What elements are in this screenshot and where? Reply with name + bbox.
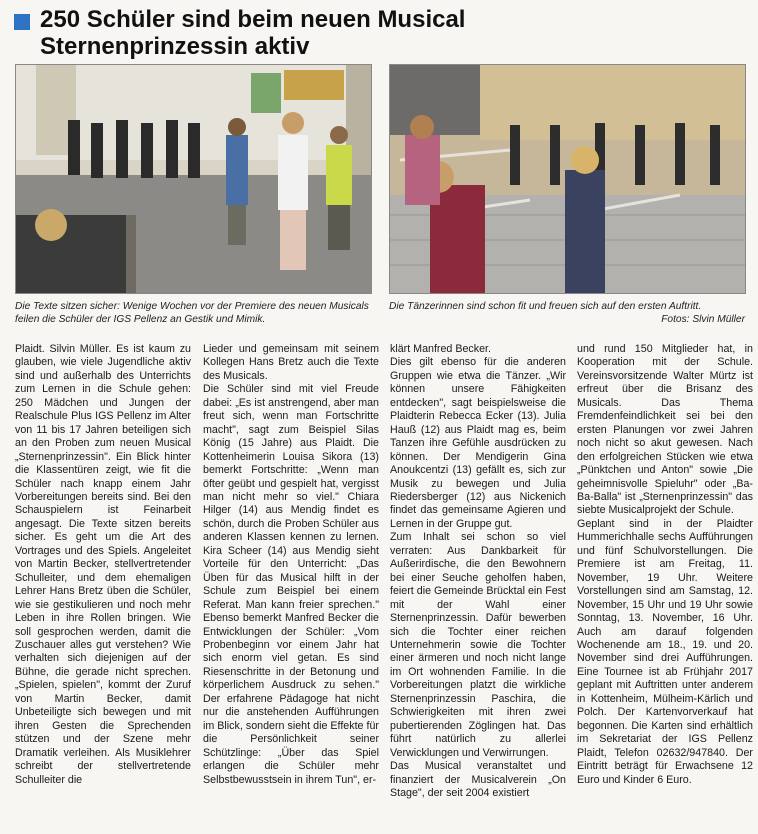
article-column-1 xyxy=(15,343,191,787)
headline-line-1: 250 Schüler sind beim neuen Musical xyxy=(40,6,466,33)
photo-caption-right xyxy=(389,301,745,326)
headline-line-2: Sternenprinzessin aktiv xyxy=(40,33,310,60)
photo-caption-right-text: Die Tänzerinnen sind schon fit und freuen sich auf den ersten Auftritt. xyxy=(389,301,702,312)
column-2-paragraph-2: Die Schüler sind mit viel Freude dabei: „Es ist anstrengend, aber man freut sich, wenn man Fortschritte macht", sagt zum Beispiel Silas König (15 Jahre) aus Plaidt. Die Kottenheimerin Louisa Sikora (13) bemerkt Fortschritte: „Wenn man öfter geübt und gespielt hat, vergisst man nicht mehr so viel." Chiara Hilger (14) aus Mendig findet es schön, durch die Proben Schüler aus anderen Klassen kennen zu lernen. Kira Scheer (14) aus Mendig sieht Vorteile für den Unterricht: „Das Üben für das Musical hilft in der Schule zum Beispiel bei einem Referat. Man kann freier sprechen." Ebenso bemerkt Manfred Becker die Entwicklungen der Schüler: „Vom Probenbeginn vor einem Jahr hat sich enorm viel getan. Es sind Riesenschritte in der Betonung und körperlichem Ausdruck zu sehen." Der erfahrene Pädagoge hat nicht nur die anstehenden Aufführungen im Blick, sondern sieht die Effekte für die Persönlichkeit seiner Schützlinge: „Über das Spiel erlangen die Schüler mehr Selbstbewusstsein in ihrem Tun", er- xyxy=(203,383,379,786)
column-3-paragraph-4: Das Musical veranstaltet und finanziert der Musicalverein „On Stage", der seit 2004 existiert xyxy=(390,760,566,799)
dancers-photo xyxy=(389,64,746,294)
column-1-paragraph-1: Plaidt. Silvin Müller. Es ist kaum zu glauben, wie viele Jugendliche aktiv sind und außerhalb des Unterrichts zum Lernen in die Schule gehen: 250 Mädchen und Jungen der Realschule Plus IGS Pellenz im Alter von 11 bis 17 Jahren beteiligen sich an den Proben zum neuen Musical „Sternenprinzessin". Ein Blick hinter die Klassentüren zeigt, wie fit die Schüler nach knapp einem Jahr Vorbereitungen bereits sind. Bei den Schauspielern ist Feinarbeit angesagt. Die Texte sitzen bereits sicher. Es geht um die Art des Vortrages und des Spiels. Angeleitet von Martin Becker, stellvertretender Schulleiter, und dem ehemaligen Lehrer Hans Bretz üben die Schüler, wie sie gestikulieren und noch mehr Leben in ihre Rollen bringen. Wie soll gesprochen werden, damit die Zuschauer alles gut verstehen? Wie verhalten sich diejenigen auf der Bühne, die gerade nicht sprechen. „Spielen, spielen", kommt der Zuruf von Martin Becker, damit Unbeteiligte sich bewegen und mit ihren Gesten die Sprechenden stützen und der Szene mehr Dramatik verleihen. Als Musiklehrer schreibt der stellvertretende Schulleiter die xyxy=(15,343,191,786)
column-3-paragraph-2: Dies gilt ebenso für die anderen Gruppen wie etwa die Tänzer. „Wir können unsere Fähigkeiten entdecken", sagt beispielsweise die Plaidterin Rebecca Ecker (13). Julia Hauß (12) aus Plaidt mag es, beim Tanzen ihre Gefühle ausdrücken zu können. Der Mendigerin Gina Anoukcentzi (13) gefällt es, sich zur Musik zu bewegen und Julia Riedersberger (12) aus Nickenich findet das gemeinsame Agieren und Lernen in der Gruppe gut. xyxy=(390,356,566,530)
column-4-paragraph-1: und rund 150 Mitglieder hat, in Kooperation mit der Schule. Vereinsvorsitzende Walter Mürtz ist erfreut über die Brisanz des Musicals. Das Thema Fremdenfeindlichkeit sei bei den ersten Planungen vor zwei Jahren noch nicht so akut gewesen. Nach den erfolgreichen Stücken wie etwa „Pünktchen und Anton" sowie „Die geheimnisvolle Spieluhr" oder „Ba-Ba-Balla" ist „Sternenprinzessin" das siebte Musicalprojekt der Schule. xyxy=(577,343,753,517)
article-column-2 xyxy=(203,343,379,787)
column-4-paragraph-2: Geplant sind in der Plaidter Hummerichhalle sechs Aufführungen und fünf Schulvorstellungen. Die Premiere ist am Freitag, 11. November, 19 Uhr. Weitere Vorstellungen sind am Samstag, 12. November, 15 Uhr und 19 Uhr sowie Sonntag, 13. November, 16 Uhr. Auch am darauf folgenden Wochenende am 18., 19. und 20. November sind drei Aufführungen. Eine Tournee ist ab Frühjahr 2017 geplant mit Auftritten unter anderem in Kottenheim, Mülheim-Kärlich und Polch. Der Kartenvorverkauf hat begonnen. Die Karten sind erhältlich im Sekretariat der IGS Pellenz Plaidt, Telefon 02632/947840. Der Eintritt beträgt für Erwachsene 12 Euro und Kinder 6 Euro. xyxy=(577,517,753,786)
article-column-4 xyxy=(577,343,753,787)
photo-caption-left: Die Texte sitzen sicher: Wenige Wochen vor der Premiere des neuen Musicals feilen die Schüler der IGS Pellenz an Gestik und Mimik. xyxy=(15,301,369,325)
photo-right-illustration xyxy=(390,65,745,293)
article-column-3 xyxy=(390,343,566,800)
headline-marker xyxy=(14,14,30,30)
article-header xyxy=(12,6,752,60)
column-3-paragraph-1: klärt Manfred Becker. xyxy=(390,343,491,355)
photo-credit: Fotos: Slvin Müller xyxy=(661,313,745,325)
photo-left-illustration xyxy=(16,65,371,293)
column-2-paragraph-1: Lieder und gemeinsam mit seinem Kollegen Hans Bretz auch die Texte des Musicals. xyxy=(203,343,379,382)
headline xyxy=(12,6,752,60)
column-3-paragraph-3: Zum Inhalt sei schon so viel verraten: Aus Dankbarkeit für Außerirdische, die den Bewohnern bei einer Seuche geholfen haben, feiert die Gemeinde Brücktal ein Fest mit der Wahl einer Sternenprinzessin. Dafür bewerben sich die Tochter einer reichen Unternehmerin sowie die Tochter einer ärmeren und noch nicht lange im Ort wohnenden Familie. In die Vorbereitungen platzt die wirkliche Sternenprinzessin Paschira, die Schwierigkeiten mit ihren zwei pubertierenden Zöglingen hat. Das führt natürlich zu allerlei Verwicklungen und Verwirrungen. xyxy=(390,531,566,759)
classroom-rehearsal-photo xyxy=(15,64,372,294)
